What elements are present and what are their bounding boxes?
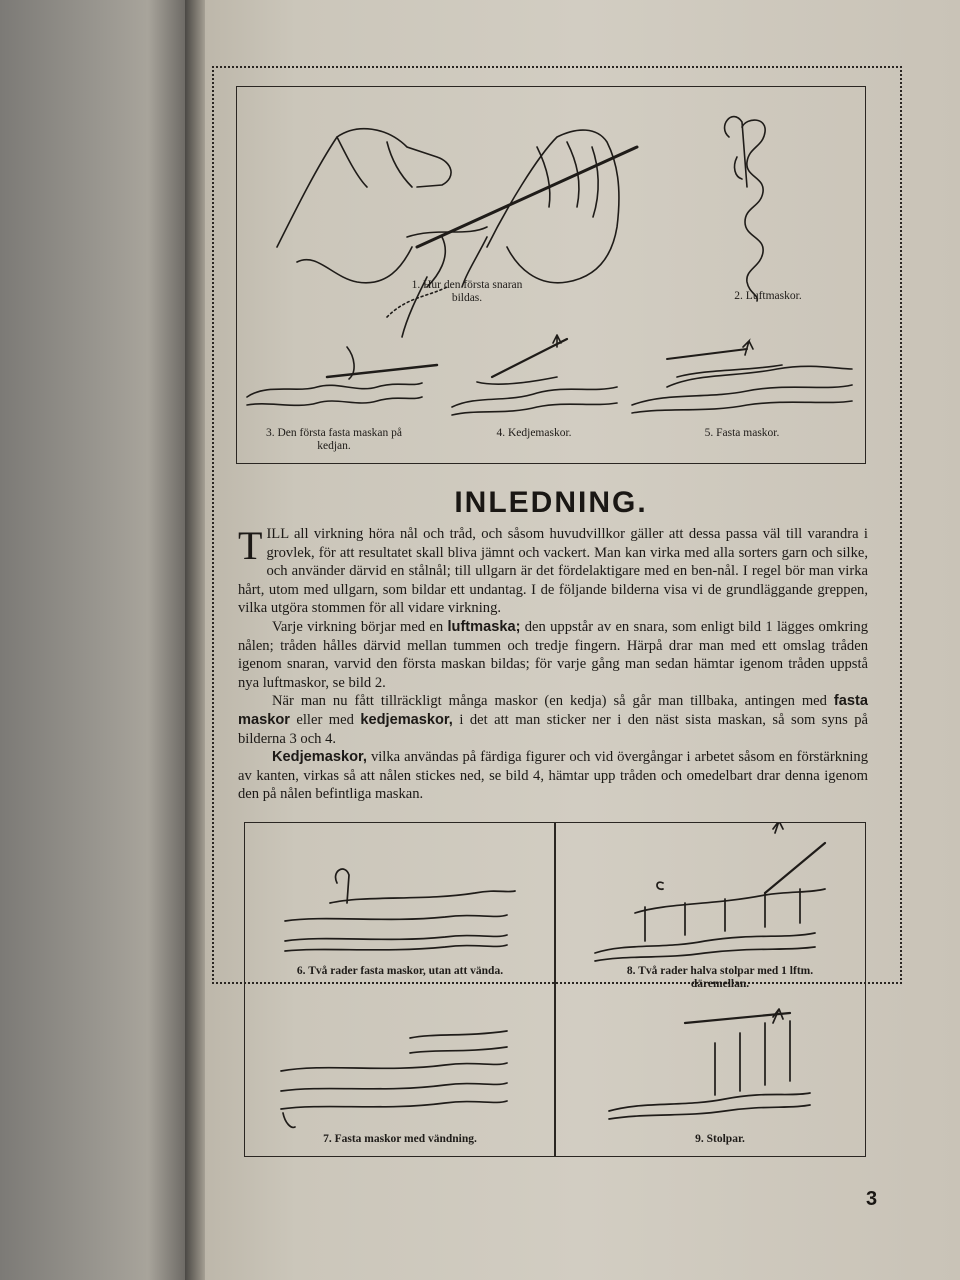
paragraph-2-text-a: Varje virkning börjar med en [272,618,448,635]
caption-figure-3: 3. Den första fasta maskan på kedjan. [265,427,403,452]
caption-figure-2: 2. Luftmaskor. [734,290,802,302]
caption-figure-4: 4. Kedjemaskor. [496,427,572,439]
paragraph-2-text-c: den uppstår av en snara, som enligt bild 1 lägges omkring nålen; tråden hålles därvid mellan tummen och tredje fingern. Härpå drar man med ett omslag tråden igenom snaran, varvid den första maskan bildas; för varje gång man sedan hämtar igenom tråden uppstå nya luftmaskor, se bild 2. [238,618,869,691]
paragraph-1 [238,525,868,618]
caption-figure-8: 8. Två rader halva stolpar med 1 lftm. däremellan. [626,965,814,990]
paragraph-3 [238,692,868,748]
caption-figure-9: 9. Stolpar. [695,1133,745,1145]
paragraph-2 [238,618,868,692]
paragraph-3-text-a: När man nu fått tillräckligt många maskor (en kedja) så går man tillbaka, antingen med [272,693,834,710]
paragraph-4 [238,748,868,804]
term-fasta-maskor: fasta maskor [238,693,868,728]
paragraph-3-text-e: i det att man sticker ner i den näst sista maskan, så som syns på bilderna 3 och 4. [238,711,869,747]
illustration-panel-top [236,86,866,464]
drop-cap: T [238,523,263,568]
caption-figure-6: 6. Två rader fasta maskor, utan att vända. [296,965,504,977]
page-number: 3 [866,1188,878,1210]
caption-figure-5: 5. Fasta maskor. [704,427,780,439]
caption-figure-7: 7. Fasta maskor med vändning. [323,1133,477,1145]
left-page-edge [0,0,185,1280]
caption-figure-1: 1. Hur den första snaran bildas. [411,279,523,304]
paragraph-1-text: ILL all virkning höra nål och tråd, och såsom huvudvillkor gäller att dessa passa väl till varandra i grovlek, för att resultatet skall bliva jämnt och vackert. Man kan virka med alla sorters garn och silke, och använder därvid en stålnål; till ullgarn är det fördelaktigare med en ben-nål. I regel bör man virka hårt, utom med ullgarn, som bildar ett undantag. I de följande bilderna visa vi de grundläggande greppen, vilka utgöra stommen för all vidare virkning. [238,526,868,617]
paragraph-3-text-c: eller med [289,711,361,728]
page-heading: INLEDNING. [454,486,648,519]
body-text [238,525,868,804]
term-luftmaska: luftmaska; [447,618,521,635]
illustration-panel-bottom [244,822,866,1157]
term-kedjemaskor: kedjemaskor, [360,711,453,728]
crochet-illustrations-top [237,87,867,465]
term-kedjemaskor-2: Kedjemaskor, [272,749,367,766]
paragraph-4-text-b: vilka användas på färdiga figurer och vid övergångar i arbetet såsom en förstärkning av kanten, virkas så att nålen stickes ned, se bild 4, hämtar upp tråden och omedelbart drar denna igenom den på nålen befintliga maskan. [238,749,868,803]
